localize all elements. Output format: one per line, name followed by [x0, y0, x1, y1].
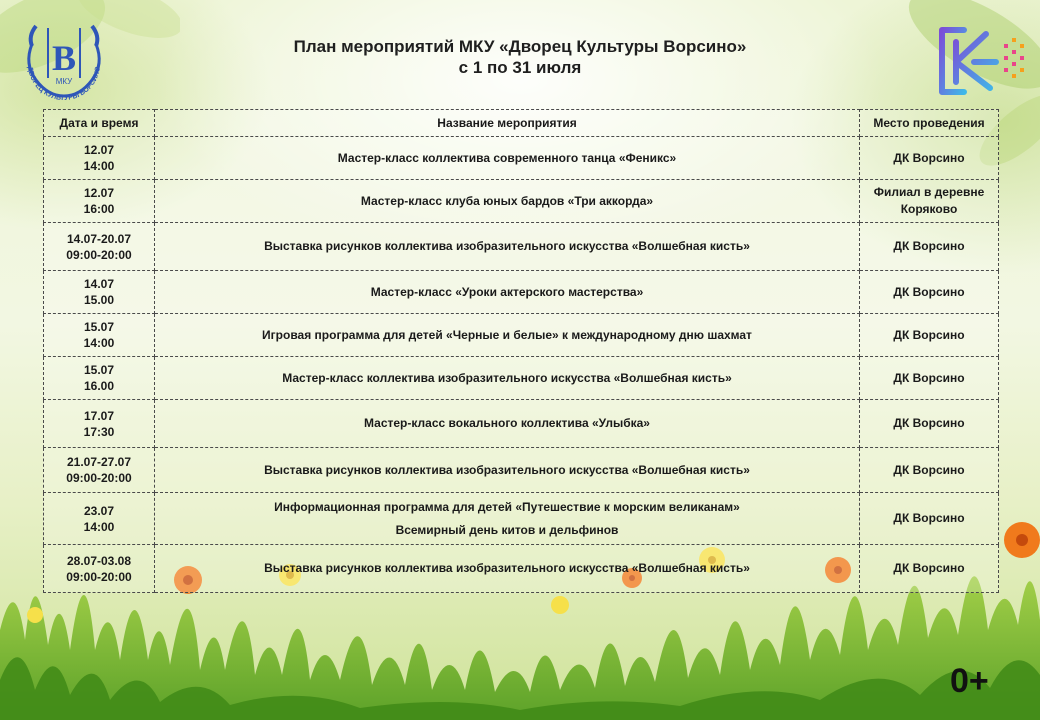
- event-name-line: Мастер-класс коллектива современного танца «Феникс»: [337, 150, 677, 165]
- event-date: 23.07: [83, 503, 115, 518]
- row-venue: [860, 223, 999, 271]
- row-date-time: [44, 271, 155, 314]
- row-date-time: [44, 314, 155, 357]
- row-event-name: [155, 223, 860, 271]
- table-row: [44, 223, 999, 271]
- header-date-time: Дата и время: [44, 110, 155, 137]
- table-row: [44, 271, 999, 314]
- row-event-name: [155, 271, 860, 314]
- row-date-time: [44, 545, 155, 593]
- event-time: 09:00-20:00: [66, 569, 132, 584]
- event-date: 12.07: [83, 186, 115, 200]
- row-date-time: [44, 448, 155, 493]
- page-title: [160, 36, 880, 78]
- venue-line: ДК Ворсино: [893, 327, 965, 342]
- row-event-name: [155, 314, 860, 357]
- event-time: 14:00: [83, 519, 115, 534]
- venue-line: Коряково: [900, 202, 958, 216]
- event-name-line: Мастер-класс коллектива изобразительного искусства «Волшебная кисть»: [282, 370, 732, 385]
- event-date: 15.07: [83, 320, 115, 334]
- venue-line: ДК Ворсино: [893, 511, 965, 525]
- table-row: [44, 545, 999, 593]
- event-date: 14.07-20.07: [66, 231, 132, 246]
- event-name-line: Выставка рисунков коллектива изобразительного искусства «Волшебная кисть»: [264, 561, 750, 575]
- event-date: 28.07-03.08: [66, 553, 132, 568]
- age-rating-badge: 0+: [950, 662, 989, 700]
- row-venue: [860, 545, 999, 593]
- event-name-line: Мастер-класс вокального коллектива «Улыбка»: [364, 416, 650, 430]
- venue-line: ДК Ворсино: [893, 561, 965, 575]
- table-row: [44, 400, 999, 448]
- row-venue: [860, 400, 999, 448]
- event-date: 15.07: [83, 363, 115, 377]
- palace-of-culture-logo: [18, 14, 110, 106]
- venue-line: ДК Ворсино: [893, 462, 965, 477]
- header-event-name: Название мероприятия: [155, 110, 860, 137]
- venue-line: ДК Ворсино: [893, 150, 965, 165]
- event-time: 16.00: [83, 379, 115, 393]
- event-time: 14:00: [83, 336, 115, 350]
- event-name-line: Всемирный день китов и дельфинов: [395, 522, 619, 537]
- events-table: [43, 109, 999, 593]
- row-date-time: [44, 137, 155, 180]
- event-time: 09:00-20:00: [66, 247, 132, 262]
- event-time: 16:00: [83, 202, 115, 216]
- event-time: 14:00: [83, 159, 115, 173]
- event-name-line: Игровая программа для детей «Черные и белые» к международному дню шахмат: [262, 327, 752, 342]
- row-venue: [860, 137, 999, 180]
- venue-line: ДК Ворсино: [893, 284, 965, 299]
- event-name-line: Выставка рисунков коллектива изобразительного искусства «Волшебная кисть»: [264, 462, 750, 477]
- event-name-line: Информационная программа для детей «Путешествие к морским великанам»: [274, 499, 740, 514]
- venue-line: ДК Ворсино: [893, 239, 965, 253]
- table-row: [44, 314, 999, 357]
- row-date-time: [44, 180, 155, 223]
- logo-letter: В: [51, 38, 77, 78]
- event-date: 12.07: [83, 143, 115, 157]
- table-row: [44, 137, 999, 180]
- row-event-name: [155, 180, 860, 223]
- row-venue: [860, 314, 999, 357]
- row-venue: [860, 448, 999, 493]
- table-row: [44, 448, 999, 493]
- venue-line: Филиал в деревне: [873, 185, 985, 199]
- row-event-name: [155, 137, 860, 180]
- row-event-name: [155, 400, 860, 448]
- table-row: [44, 493, 999, 545]
- event-name-line: Выставка рисунков коллектива изобразительного искусства «Волшебная кисть»: [264, 239, 750, 253]
- event-date: 21.07-27.07: [66, 455, 132, 469]
- venue-line: ДК Ворсино: [893, 416, 965, 430]
- event-name-line: Мастер-класс клуба юных бардов «Три аккорда»: [360, 193, 654, 208]
- title-line-2: с 1 по 31 июля: [458, 58, 582, 77]
- row-venue: [860, 493, 999, 545]
- row-venue: [860, 271, 999, 314]
- event-time: 17:30: [83, 424, 115, 439]
- event-name-line: Мастер-класс «Уроки актерского мастерства»: [370, 284, 644, 299]
- logo-ring-text: ДВОРЕЦ КУЛЬТУРЫ ВОРСИНО: [26, 66, 102, 103]
- logo-abbr: МКУ: [55, 77, 73, 86]
- row-date-time: [44, 223, 155, 271]
- venue-line: ДК Ворсино: [893, 370, 965, 385]
- event-time: 15.00: [83, 293, 115, 307]
- table-row: [44, 180, 999, 223]
- table-header-row: [44, 110, 999, 137]
- header-venue: Место проведения: [860, 110, 999, 137]
- row-event-name: [155, 493, 860, 545]
- title-line-1: План мероприятий МКУ «Дворец Культуры Ворсино»: [293, 37, 747, 56]
- row-event-name: [155, 357, 860, 400]
- row-event-name: [155, 448, 860, 493]
- row-venue: [860, 180, 999, 223]
- culture-brand-logo: [934, 24, 1026, 98]
- event-date: 17.07: [83, 408, 115, 423]
- row-event-name: [155, 545, 860, 593]
- event-time: 09:00-20:00: [66, 471, 132, 485]
- row-date-time: [44, 493, 155, 545]
- event-date: 14.07: [83, 277, 115, 291]
- table-row: [44, 357, 999, 400]
- row-date-time: [44, 357, 155, 400]
- row-date-time: [44, 400, 155, 448]
- row-venue: [860, 357, 999, 400]
